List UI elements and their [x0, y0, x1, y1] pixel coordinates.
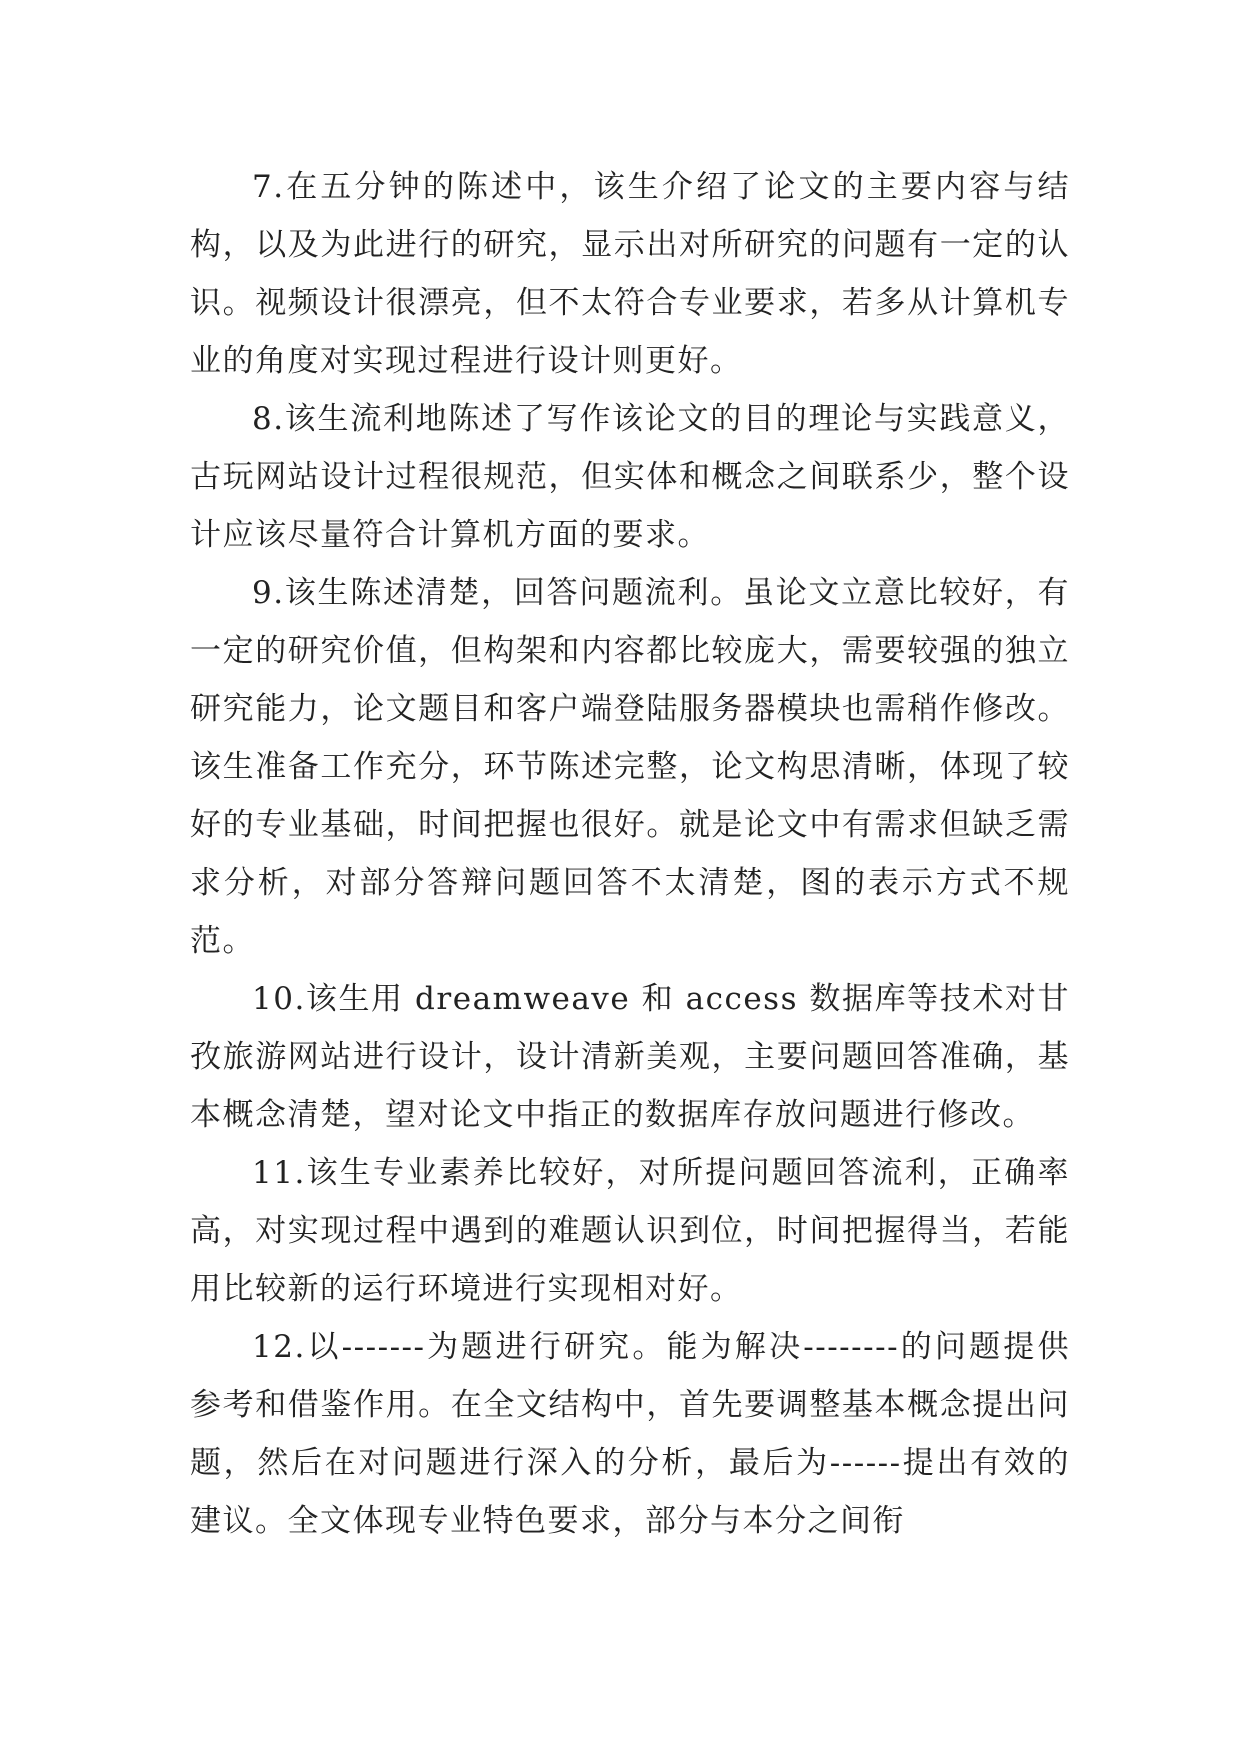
paragraph-11: 11.该生专业素养比较好，对所提问题回答流利，正确率高，对实现过程中遇到的难题认识到位，时间把握得当，若能用比较新的运行环境进行实现相对好。 [190, 1155, 1070, 1307]
document-body [190, 158, 1070, 1550]
paragraph-8: 8.该生流利地陈述了写作该论文的目的理论与实践意义，古玩网站设计过程很规范，但实体和概念之间联系少，整个设计应该尽量符合计算机方面的要求。 [190, 401, 1070, 553]
paragraph-9: 9.该生陈述清楚，回答问题流利。虽论文立意比较好，有一定的研究价值，但构架和内容都比较庞大，需要较强的独立研究能力，论文题目和客户端登陆服务器模块也需稍作修改。该生准备工作充分，环节陈述完整，论文构思清晰，体现了较好的专业基础，时间把握也很好。就是论文中有需求但缺乏需求分析，对部分答辩问题回答不太清楚，图的表示方式不规范。 [190, 575, 1070, 959]
paragraph-10: 10.该生用 dreamweave 和 access 数据库等技术对甘孜旅游网站进行设计，设计清新美观，主要问题回答准确，基本概念清楚，望对论文中指正的数据库存放问题进行修改。 [190, 981, 1070, 1133]
paragraph-12: 12.以-------为题进行研究。能为解决--------的问题提供参考和借鉴作用。在全文结构中，首先要调整基本概念提出问题，然后在对问题进行深入的分析，最后为------提出有效的建议。全文体现专业特色要求，部分与本分之间衔 [190, 1329, 1070, 1539]
paragraph-7: 7.在五分钟的陈述中，该生介绍了论文的主要内容与结构，以及为此进行的研究，显示出对所研究的问题有一定的认识。视频设计很漂亮，但不太符合专业要求，若多从计算机专业的角度对实现过程进行设计则更好。 [190, 169, 1070, 379]
